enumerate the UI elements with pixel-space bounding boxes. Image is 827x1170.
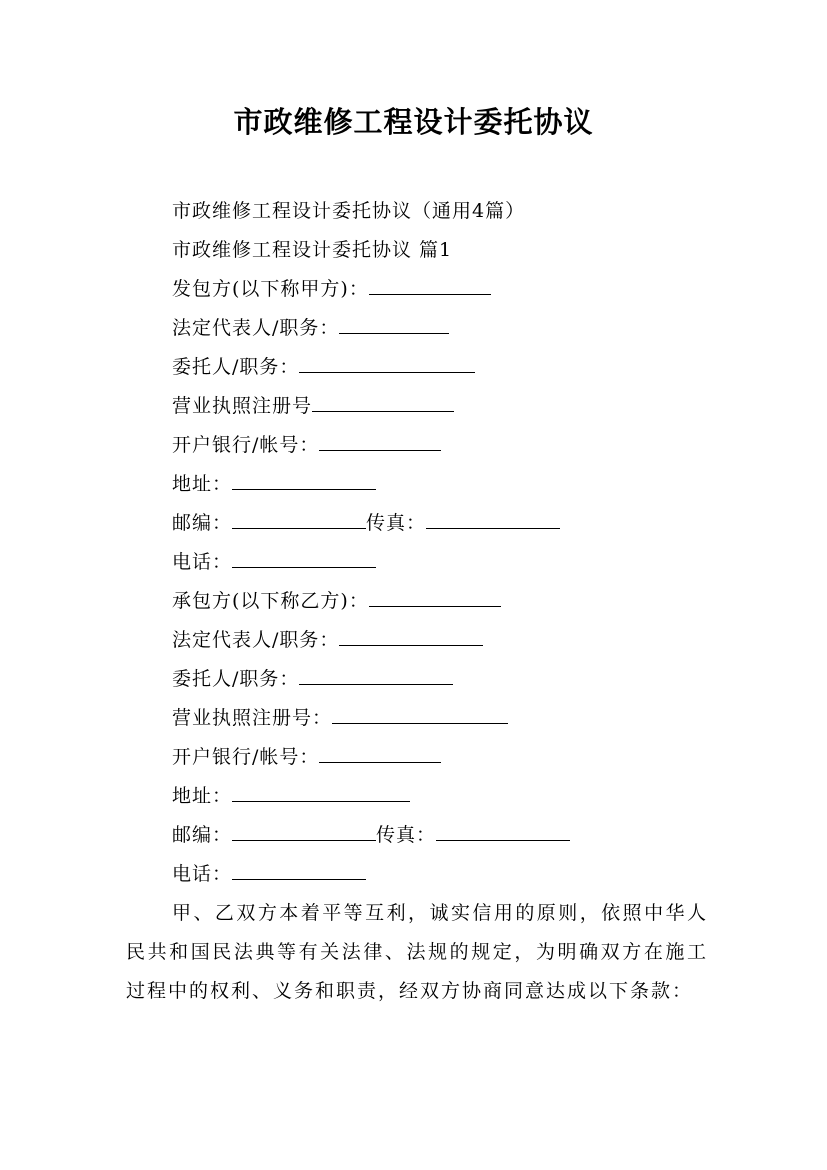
- party-b-license-label: 营业执照注册号：: [172, 707, 333, 729]
- party-a-fax-blank: [426, 506, 560, 529]
- party-b-legal-rep-label: 法定代表人/职务：: [172, 629, 340, 651]
- article-heading: 市政维修工程设计委托协议 篇1: [172, 239, 453, 261]
- party-a-license-label: 营业执照注册号: [172, 395, 313, 417]
- party-b-license-blank: [332, 701, 508, 724]
- party-b-agent-blank: [299, 662, 453, 685]
- party-b-name-blank: [369, 584, 501, 607]
- party-a-header-line: [126, 270, 708, 309]
- party-a-agent-line: [126, 348, 708, 387]
- party-a-bank-label: 开户银行/帐号：: [172, 434, 320, 456]
- party-b-address-label: 地址：: [172, 785, 233, 807]
- document-title: 市政维修工程设计委托协议: [233, 105, 594, 139]
- party-a-legal-rep-blank: [339, 311, 449, 334]
- party-b-agent-line: [126, 660, 708, 699]
- party-b-address-blank: [232, 779, 410, 802]
- party-a-license-blank: [312, 389, 454, 412]
- party-a-phone-line: [126, 543, 708, 582]
- party-b-header-label: 承包方(以下称乙方)：: [172, 590, 369, 612]
- party-a-legal-rep-line: [126, 309, 708, 348]
- party-b-bank-label: 开户银行/帐号：: [172, 746, 320, 768]
- party-b-address-line: [126, 777, 708, 816]
- party-a-address-blank: [232, 467, 376, 490]
- party-b-fax-label: 传真：: [376, 824, 437, 846]
- party-a-license-line: [126, 387, 708, 426]
- party-a-agent-label: 委托人/职务：: [172, 356, 300, 378]
- party-a-fax-label: 传真：: [366, 512, 427, 534]
- party-a-bank-blank: [319, 428, 441, 451]
- party-a-agent-blank: [299, 350, 475, 373]
- party-a-postcode-blank: [232, 506, 366, 529]
- party-b-legal-rep-line: [126, 621, 708, 660]
- party-b-fax-blank: [436, 818, 570, 841]
- party-a-phone-label: 电话：: [172, 551, 233, 573]
- party-a-address-line: [126, 465, 708, 504]
- party-b-bank-line: [126, 738, 708, 777]
- party-b-bank-blank: [319, 740, 441, 763]
- party-a-legal-rep-label: 法定代表人/职务：: [172, 317, 340, 339]
- party-a-header-label: 发包方(以下称甲方)：: [172, 278, 369, 300]
- party-b-postcode-fax-line: [126, 816, 708, 855]
- party-a-name-blank: [369, 272, 491, 295]
- document-subtitle: 市政维修工程设计委托协议（通用4篇）: [172, 200, 526, 222]
- party-b-phone-line: [126, 855, 708, 894]
- party-b-postcode-label: 邮编：: [172, 824, 233, 846]
- party-b-legal-rep-blank: [339, 623, 483, 646]
- party-b-license-line: [126, 699, 708, 738]
- party-a-postcode-label: 邮编：: [172, 512, 233, 534]
- party-a-address-label: 地址：: [172, 473, 233, 495]
- party-b-header-line: [126, 582, 708, 621]
- party-a-bank-line: [126, 426, 708, 465]
- party-b-agent-label: 委托人/职务：: [172, 668, 300, 690]
- intro-paragraph: 甲、乙双方本着平等互利，诚实信用的原则，依照中华人民共和国民法典等有关法律、法规的规定，为明确双方在施工过程中的权利、义务和职责，经双方协商同意达成以下条款：: [126, 902, 708, 1002]
- party-a-phone-blank: [232, 545, 376, 568]
- party-b-postcode-blank: [232, 818, 376, 841]
- party-a-postcode-fax-line: [126, 504, 708, 543]
- party-b-phone-label: 电话：: [172, 863, 233, 885]
- party-b-phone-blank: [232, 857, 366, 880]
- document-body: [126, 192, 708, 1011]
